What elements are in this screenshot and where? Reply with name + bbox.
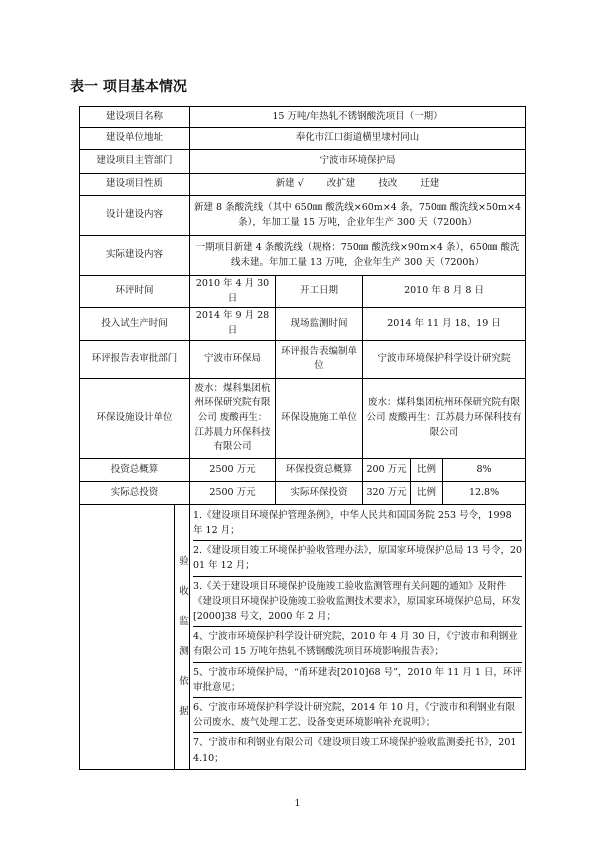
nature-option-renovate: 技改 (378, 178, 398, 190)
value-address: 奉化市江口街道横里埭村同山 (190, 128, 526, 150)
value-invest: 2500 万元 (190, 481, 276, 504)
row-trial (80, 308, 526, 340)
label-env-invest: 实际环保投资 (276, 481, 363, 504)
value-actual: 一期项目新建 4 条酸洗线（规格：750㎜ 酸洗线×90m×4 条），650㎜ 酸洗线未建。年加工量 13 万吨，企业年生产 300 天（7200h） (190, 236, 526, 276)
label-eia-time: 环评时间 (80, 276, 190, 308)
value-env-budget: 200 万元 (363, 458, 411, 481)
value-budget-ratio: 8% (443, 458, 526, 481)
row-facility (80, 378, 526, 458)
nature-option-expand: 改扩建 (326, 178, 356, 190)
value-monitor-time: 2014 年 11 月 18、19 日 (363, 308, 526, 340)
basis-item: 2.《建设项目竣工环境保护验收管理办法》，原国家环境保护总局 13 号令，2001 年 12 月； (193, 541, 522, 576)
row-address (80, 128, 526, 150)
value-design: 新建 8 条酸洗线（其中 650㎜ 酸洗线×60m×4 条，750㎜ 酸洗线×50m×4 条），年加工量 15 万吨，企业年生产 300 天（7200h） (190, 196, 526, 236)
basis-blank-cell (80, 504, 175, 769)
value-env-invest: 320 万元 (363, 481, 411, 504)
row-actual (80, 236, 526, 276)
label-trial: 投入试生产时间 (80, 308, 190, 340)
value-eia-time: 2010 年 4 月 30 日 (190, 276, 276, 308)
row-basis (80, 504, 526, 769)
label-design: 设计建设内容 (80, 196, 190, 236)
basis-list (190, 504, 526, 769)
label-budget-ratio: 比例 (411, 458, 443, 481)
basis-item: 5、宁波市环境保护局，“甬环建表[2010]68 号”，2010 年 11 月 1 日，环评审批意见； (193, 663, 522, 698)
row-budget (80, 458, 526, 481)
row-nature (80, 174, 526, 196)
nature-option-relocate: 迁建 (420, 178, 440, 190)
row-invest (80, 481, 526, 504)
row-authority (80, 150, 526, 174)
value-project-name: 15 万吨/年热轧不锈钢酸洗项目（一期） (190, 107, 526, 128)
label-nature: 建设项目性质 (80, 174, 190, 196)
label-monitor-time: 现场监测时间 (276, 308, 363, 340)
value-facility-design: 废水：煤科集团杭州环保研究院有限公司 废酸再生：江苏晨力环保科技有限公司 (190, 378, 276, 458)
basis-label-char: 测 (179, 645, 189, 657)
page-number: 1 (294, 799, 301, 809)
basis-label-char: 收 (179, 585, 189, 597)
nature-option-new: 新建 √ (275, 178, 304, 190)
basis-label (175, 504, 190, 769)
label-authority: 建设项目主管部门 (80, 150, 190, 174)
label-facility-design: 环保设施设计单位 (80, 378, 190, 458)
project-info-table (79, 106, 526, 770)
value-budget: 2500 万元 (190, 458, 276, 481)
basis-label-char: 监 (179, 615, 189, 627)
label-address: 建设单位地址 (80, 128, 190, 150)
row-project-name (80, 107, 526, 128)
label-start-date: 开工日期 (276, 276, 363, 308)
value-trial: 2014 年 9 月 28 日 (190, 308, 276, 340)
label-budget: 投资总概算 (80, 458, 190, 481)
basis-label-char: 依 (179, 675, 189, 687)
value-authority: 宁波市环境保护局 (190, 150, 526, 174)
basis-label-char: 据 (179, 705, 189, 717)
label-compiler: 环评报告表编制单位 (276, 340, 363, 378)
row-approval (80, 340, 526, 378)
value-facility-construction: 废水：煤科集团杭州环保研究院有限公司 废酸再生：江苏晨力环保科技有限公司 (363, 378, 526, 458)
value-nature (190, 174, 526, 196)
basis-item: 1.《建设项目环境保护管理条例》，中华人民共和国国务院 253 号令，1998 年 12 月； (193, 506, 522, 541)
label-env-budget: 环保投资总概算 (276, 458, 363, 481)
basis-item: 6、宁波市环境保护科学设计研究院，2014 年 10 月，《宁波市和利钢业有限公司废水、废气处理工艺、设备变更环境影响补充说明》； (193, 698, 522, 733)
label-invest-ratio: 比例 (411, 481, 443, 504)
value-compiler: 宁波市环境保护科学设计研究院 (363, 340, 526, 378)
value-approval: 宁波市环保局 (190, 340, 276, 378)
value-invest-ratio: 12.8% (443, 481, 526, 504)
basis-item: 7、宁波市和利钢业有限公司《建设项目竣工环境保护验收监测委托书》，2014.10； (193, 737, 517, 764)
label-invest: 实际总投资 (80, 481, 190, 504)
row-design (80, 196, 526, 236)
label-approval: 环评报告表审批部门 (80, 340, 190, 378)
row-eia-time (80, 276, 526, 308)
label-project-name: 建设项目名称 (80, 107, 190, 128)
basis-item: 4、宁波市环境保护科学设计研究院，2010 年 4 月 30 日，《宁波市和利钢业有限公司 15 万吨年热轧不锈钢酸洗项目环境影响报告表》； (193, 627, 522, 662)
value-start-date: 2010 年 8 月 8 日 (363, 276, 526, 308)
label-facility-construction: 环保设施施工单位 (276, 378, 363, 458)
page-title: 表一 项目基本情况 (70, 79, 187, 95)
label-actual: 实际建设内容 (80, 236, 190, 276)
basis-item: 3.《关于建设项目环境保护设施竣工验收监测管理有关问题的通知》及附件《建设项目环境保护设施竣工验收监测技术要求》，原国家环境保护总局，环发[2000]38 号文，2000 年 2 月； (193, 577, 522, 628)
basis-label-char: 验 (179, 555, 189, 567)
